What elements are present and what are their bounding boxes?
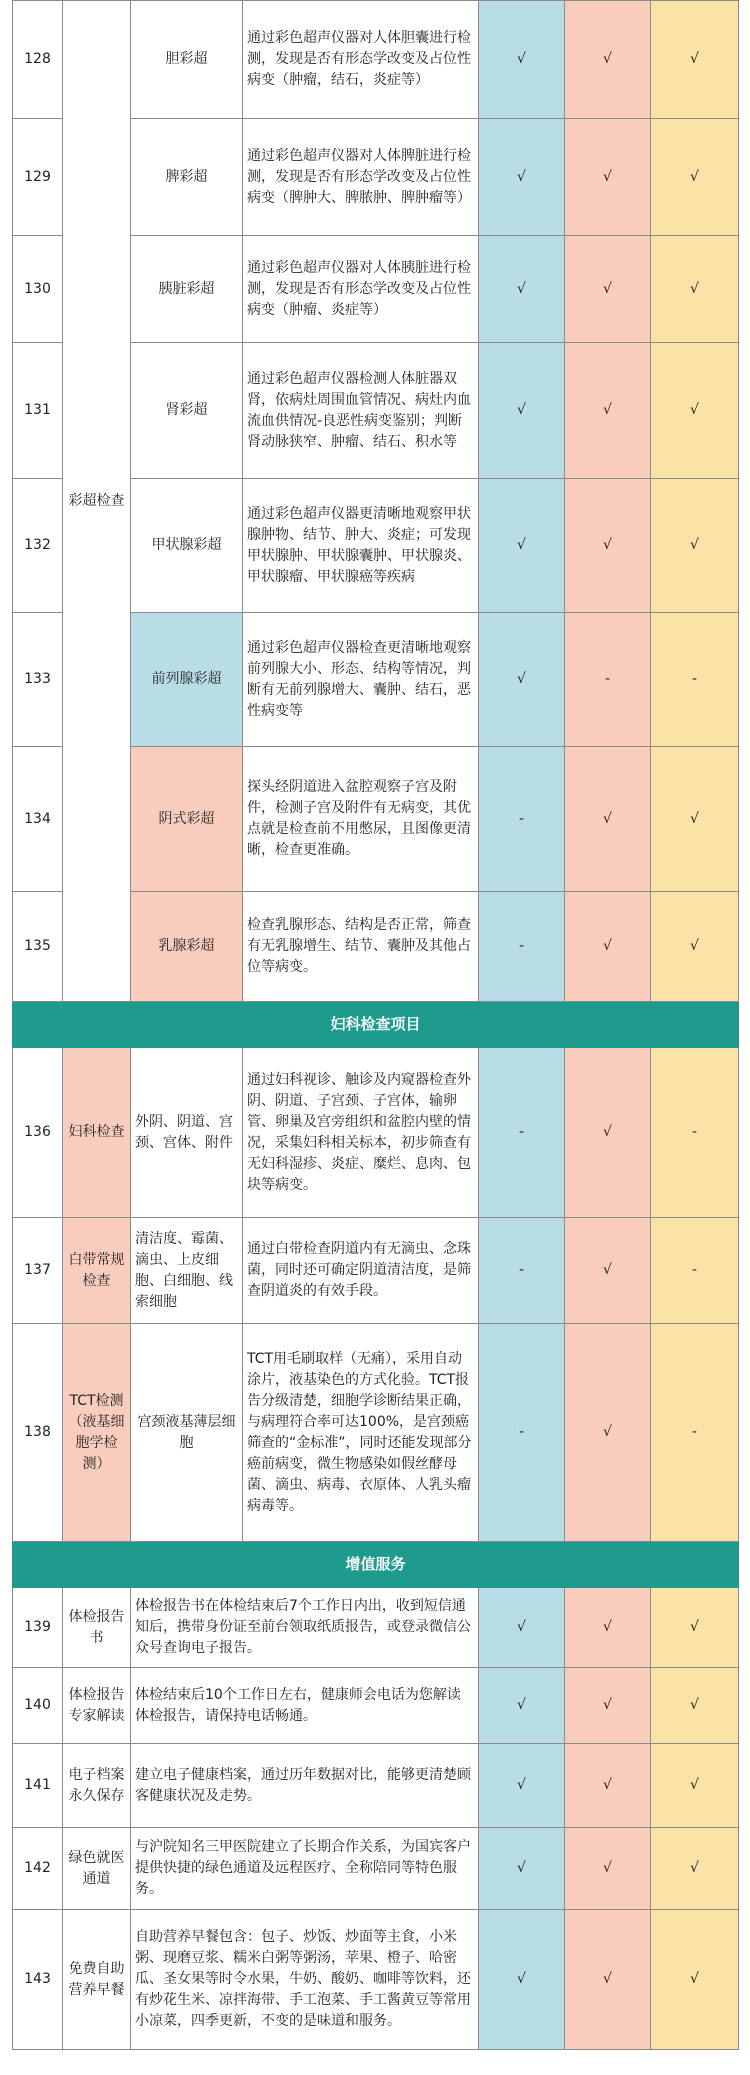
- row-number: 143: [13, 1910, 63, 2050]
- package-3-mark: -: [651, 613, 739, 747]
- row-number: 142: [13, 1828, 63, 1910]
- package-1-mark: √: [479, 1828, 565, 1910]
- item-description: 通过妇科视诊、触诊及内窥器检查外阴、阴道、子宫颈、子宫体，输卵管、卵巢及宫旁组织和盆腔内壁的情况，采集妇科相关标本，初步筛查有无妇科湿疹、炎症、糜烂、息肉、包块等病变。: [243, 1048, 479, 1218]
- package-2-mark: √: [565, 1744, 651, 1828]
- package-2-mark: √: [565, 1828, 651, 1910]
- item-description: 通过彩色超声仪器检测人体脏器双肾，依病灶周围血管情况、病灶内血流血供情况-良恶性病变鉴别；判断肾动脉狭窄、肿瘤、结石、积水等: [243, 343, 479, 479]
- item-description: 与沪院知名三甲医院建立了长期合作关系，为国宾客户提供快捷的绿色通道及远程医疗、全称陪同等特色服务。: [131, 1828, 479, 1910]
- item-name: 免费自助营养早餐: [63, 1910, 131, 2050]
- package-3-mark: √: [651, 343, 739, 479]
- package-2-mark: √: [565, 236, 651, 343]
- item-description: 通过彩色超声仪器对人体胆囊进行检测，发现是否有形态学改变及占位性病变（肿瘤，结石，炎症等）: [243, 1, 479, 119]
- package-3-mark: √: [651, 119, 739, 236]
- row-number: 136: [13, 1048, 63, 1218]
- item-name: 体检报告书: [63, 1588, 131, 1668]
- package-3-mark: -: [651, 1048, 739, 1218]
- package-3-mark: √: [651, 236, 739, 343]
- package-1-mark: -: [479, 1324, 565, 1542]
- row-number: 128: [13, 1, 63, 119]
- package-3-mark: √: [651, 892, 739, 1002]
- item-name: TCT检测（液基细胞学检测）: [63, 1324, 131, 1542]
- table-row: [13, 1668, 739, 1744]
- package-1-mark: √: [479, 1668, 565, 1744]
- package-3-mark: √: [651, 1744, 739, 1828]
- item-description: 体检报告书在体检结束后7个工作日内出，收到短信通知后，携带身份证至前台领取纸质报告，或登录微信公众号查询电子报告。: [131, 1588, 479, 1668]
- package-1-mark: √: [479, 1588, 565, 1668]
- item-name: 肾彩超: [131, 343, 243, 479]
- item-name: 胰脏彩超: [131, 236, 243, 343]
- row-number: 133: [13, 613, 63, 747]
- row-number: 137: [13, 1218, 63, 1324]
- row-number: 139: [13, 1588, 63, 1668]
- package-3-mark: √: [651, 747, 739, 892]
- row-number: 135: [13, 892, 63, 1002]
- item-description: TCT用毛刷取样（无痛），采用自动涂片，液基染色的方式化验。TCT报告分级清楚，细胞学诊断结果正确，与病理符合率可达100%，是宫颈癌筛查的“金标准”，同时还能发现部分癌前病变，微生物感染如假丝酵母菌、滴虫、病毒、衣原体、人乳头瘤病毒等。: [243, 1324, 479, 1542]
- package-2-mark: √: [565, 479, 651, 613]
- package-2-mark: -: [565, 613, 651, 747]
- item-name: 胆彩超: [131, 1, 243, 119]
- item-name: 妇科检查: [63, 1048, 131, 1218]
- table-row: [13, 1324, 739, 1542]
- item-name: 甲状腺彩超: [131, 479, 243, 613]
- package-2-mark: √: [565, 343, 651, 479]
- package-2-mark: √: [565, 119, 651, 236]
- table-row: [13, 1588, 739, 1668]
- table-row: [13, 1, 739, 119]
- package-2-mark: √: [565, 1910, 651, 2050]
- package-3-mark: √: [651, 1668, 739, 1744]
- row-number: 131: [13, 343, 63, 479]
- item-name: 乳腺彩超: [131, 892, 243, 1002]
- item-name: 阴式彩超: [131, 747, 243, 892]
- item-description: 通过白带检查阴道内有无滴虫、念珠菌，同时还可确定阴道清洁度，是筛查阴道炎的有效手段。: [243, 1218, 479, 1324]
- package-2-mark: √: [565, 1324, 651, 1542]
- item-name: 前列腺彩超: [131, 613, 243, 747]
- item-description: 通过彩色超声仪器对人体胰脏进行检测，发现是否有形态学改变及占位性病变（肿瘤、炎症等）: [243, 236, 479, 343]
- table-row: [13, 1828, 739, 1910]
- section-header-row: [13, 1542, 739, 1588]
- package-2-mark: √: [565, 1048, 651, 1218]
- row-number: 132: [13, 479, 63, 613]
- item-name: 绿色就医通道: [63, 1828, 131, 1910]
- section-header-value-added: 增值服务: [13, 1542, 739, 1588]
- item-scope: 宫颈液基薄层细胞: [131, 1324, 243, 1542]
- package-3-mark: √: [651, 479, 739, 613]
- item-description: 自助营养早餐包含：包子、炒饭、炒面等主食，小米粥、现磨豆浆、糯米白粥等粥汤，苹果、橙子、哈密瓜、圣女果等时令水果，牛奶、酸奶、咖啡等饮料，还有炒花生米、凉拌海带、手工泡菜、手工酱黄豆等常用小凉菜，四季更新，不变的是味道和服务。: [131, 1910, 479, 2050]
- package-1-mark: √: [479, 236, 565, 343]
- item-name: 体检报告专家解读: [63, 1668, 131, 1744]
- item-scope: 清洁度、霉菌、滴虫、上皮细胞、白细胞、线索细胞: [131, 1218, 243, 1324]
- package-1-mark: -: [479, 892, 565, 1002]
- package-2-mark: √: [565, 1588, 651, 1668]
- item-description: 检查乳腺形态、结构是否正常，筛查有无乳腺增生、结节、囊肿及其他占位等病变。: [243, 892, 479, 1002]
- package-3-mark: √: [651, 1828, 739, 1910]
- package-2-mark: √: [565, 1, 651, 119]
- package-2-mark: √: [565, 892, 651, 1002]
- package-1-mark: √: [479, 1910, 565, 2050]
- package-1-mark: √: [479, 613, 565, 747]
- package-1-mark: √: [479, 343, 565, 479]
- section-header-gynecology: 妇科检查项目: [13, 1002, 739, 1048]
- item-description: 建立电子健康档案，通过历年数据对比，能够更清楚顾客健康状况及走势。: [131, 1744, 479, 1828]
- row-number: 134: [13, 747, 63, 892]
- package-3-mark: -: [651, 1324, 739, 1542]
- package-3-mark: √: [651, 1588, 739, 1668]
- package-1-mark: √: [479, 479, 565, 613]
- package-2-mark: √: [565, 1668, 651, 1744]
- row-number: 141: [13, 1744, 63, 1828]
- package-1-mark: √: [479, 119, 565, 236]
- row-number: 140: [13, 1668, 63, 1744]
- package-3-mark: -: [651, 1218, 739, 1324]
- item-name: 脾彩超: [131, 119, 243, 236]
- section-header-row: [13, 1002, 739, 1048]
- row-number: 138: [13, 1324, 63, 1542]
- package-2-mark: √: [565, 1218, 651, 1324]
- row-number: 130: [13, 236, 63, 343]
- item-description: 通过彩色超声仪器检查更清晰地观察前列腺大小、形态、结构等情况，判断有无前列腺增大、囊肿、结石，恶性病变等: [243, 613, 479, 747]
- table-row: [13, 1218, 739, 1324]
- package-1-mark: √: [479, 1, 565, 119]
- item-description: 通过彩色超声仪器更清晰地观察甲状腺肿物、结节、肿大、炎症；可发现甲状腺肿、甲状腺囊肿、甲状腺炎、甲状腺瘤、甲状腺癌等疾病: [243, 479, 479, 613]
- item-description: 体检结束后10个工作日左右，健康师会电话为您解读体检报告，请保持电话畅通。: [131, 1668, 479, 1744]
- package-1-mark: √: [479, 1744, 565, 1828]
- category-cell: 彩超检查: [63, 1, 131, 1002]
- table-row: [13, 1910, 739, 2050]
- item-description: 通过彩色超声仪器对人体脾脏进行检测，发现是否有形态学改变及占位性病变（脾肿大、脾脓肿、脾肿瘤等）: [243, 119, 479, 236]
- item-name: 白带常规检查: [63, 1218, 131, 1324]
- package-1-mark: -: [479, 1218, 565, 1324]
- package-3-mark: √: [651, 1, 739, 119]
- package-1-mark: -: [479, 747, 565, 892]
- package-2-mark: √: [565, 747, 651, 892]
- table-row: [13, 1744, 739, 1828]
- package-3-mark: √: [651, 1910, 739, 2050]
- table-row: [13, 1048, 739, 1218]
- checkup-items-table: [12, 0, 739, 2050]
- item-scope: 外阴、阴道、宫颈、宫体、附件: [131, 1048, 243, 1218]
- item-description: 探头经阴道进入盆腔观察子宫及附件，检测子宫及附件有无病变，其优点就是检查前不用憋尿，且图像更清晰，检查更准确。: [243, 747, 479, 892]
- row-number: 129: [13, 119, 63, 236]
- package-1-mark: -: [479, 1048, 565, 1218]
- item-name: 电子档案永久保存: [63, 1744, 131, 1828]
